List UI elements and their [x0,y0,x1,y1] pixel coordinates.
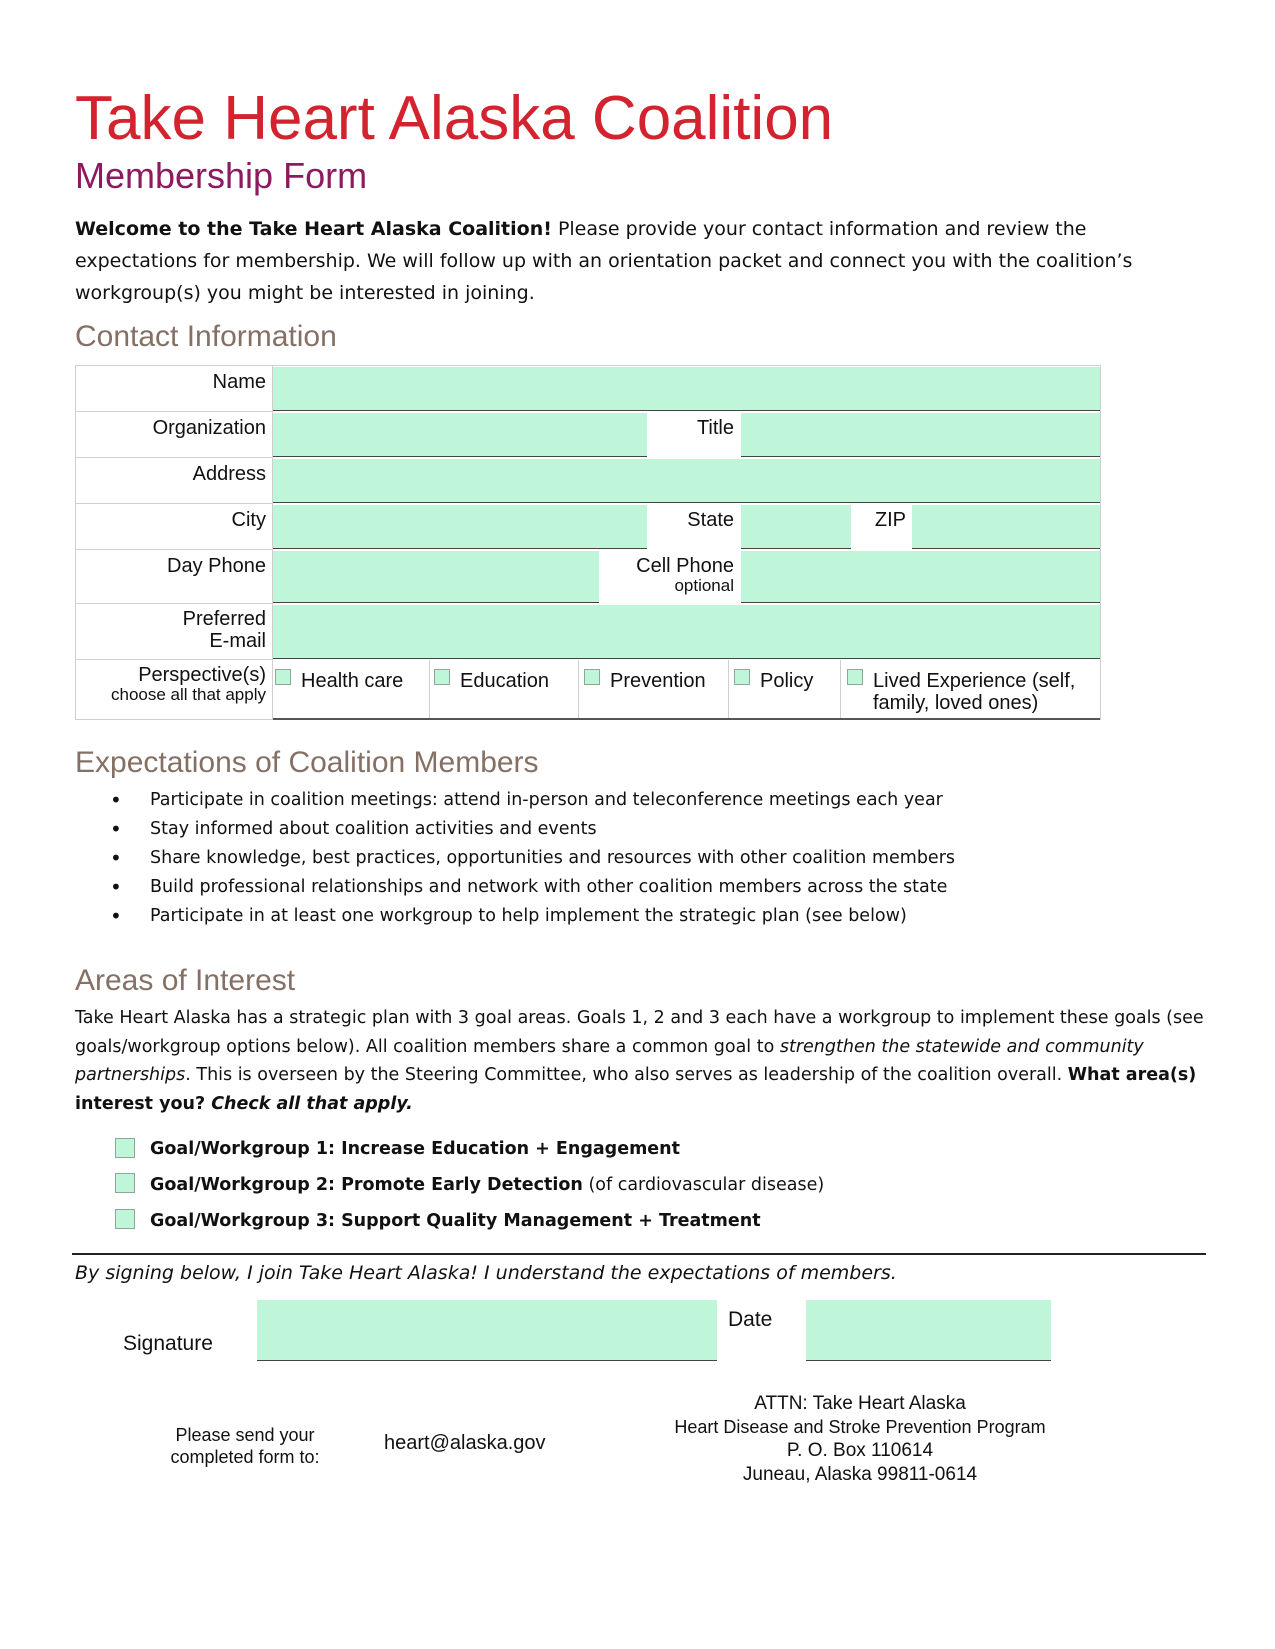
email-field[interactable] [273,605,1100,659]
areas-text-2: . This is overseen by the Steering Committee, who also serves as leadership of the coalition overall. [185,1065,1068,1085]
goal-2-checkbox[interactable] [115,1173,135,1193]
send-instruction-line1: Please send your [175,1425,315,1445]
state-field[interactable] [741,505,851,549]
cell-phone-field[interactable] [741,551,1100,603]
expectation-item: • Participate in at least one workgroup to help implement the strategic plan (see below) [110,902,1160,931]
name-label: Name [212,371,266,393]
address-label: Address [192,463,266,485]
intro-lead: Welcome to the Take Heart Alaska Coalition! [75,218,552,240]
perspective-note: choose all that apply [111,685,266,704]
mailing-attn: ATTN: Take Heart Alaska [754,1393,966,1414]
prevention-label: Prevention [610,670,706,692]
state-label: State [687,509,734,531]
prevention-checkbox[interactable] [584,669,600,685]
areas-heading: Areas of Interest [75,964,296,997]
lived-experience-label-line2: family, loved ones) [873,692,1039,714]
day-phone-field[interactable] [273,551,599,603]
areas-question: What area(s) interest you? [75,1065,1197,1114]
policy-label: Policy [760,670,814,692]
contact-heading: Contact Information [75,320,337,353]
email-label-line1: Preferred [182,608,266,630]
education-checkbox[interactable] [434,669,450,685]
zip-label: ZIP [874,509,906,531]
lived-experience-label: Lived Experience (self, [873,670,1076,692]
health-care-checkbox[interactable] [275,669,291,685]
cell-phone-label: Cell Phone [636,555,734,577]
areas-instruction: Check all that apply. [211,1093,413,1114]
signing-statement: By signing below, I join Take Heart Alaska! I understand the expectations of members. [75,1262,897,1284]
date-field[interactable] [806,1300,1051,1361]
city-label: City [231,509,266,531]
cell-phone-optional-note: optional [674,576,734,595]
city-field[interactable] [273,505,647,549]
goal-3-checkbox[interactable] [115,1209,135,1229]
areas-paragraph [75,1004,1215,1118]
areas-text-italic: strengthen the statewide and community partnerships [75,1036,1144,1085]
intro-paragraph [75,213,1205,309]
goal-1-title: Goal/Workgroup 1: Increase Education + Engagement [150,1139,680,1159]
form-title: Take Heart Alaska Coalition [75,84,834,153]
title-field[interactable] [741,413,1100,457]
mailing-program: Heart Disease and Stroke Prevention Program [674,1417,1046,1437]
organization-field[interactable] [273,413,647,457]
expectation-item: • Share knowledge, best practices, opportunities and resources with other coalition members [110,844,1160,873]
goal-2-label [150,1175,824,1195]
section-divider [72,1253,1206,1255]
date-label: Date [728,1308,773,1331]
name-field[interactable] [273,367,1100,411]
expectation-item: • Build professional relationships and network with other coalition members across the state [110,873,1160,902]
goal-1-checkbox[interactable] [115,1138,135,1158]
goal-3-label [150,1211,761,1231]
goal-3-title: Goal/Workgroup 3: Support Quality Management + Treatment [150,1211,761,1231]
health-care-label: Health care [301,670,404,692]
expectation-item: • Participate in coalition meetings: attend in-person and teleconference meetings each year [110,786,1160,815]
expectations-heading: Expectations of Coalition Members [75,746,539,779]
zip-field[interactable] [912,505,1100,549]
education-label: Education [460,670,549,692]
mailing-po-box: P. O. Box 110614 [786,1440,934,1461]
email-label-line2: E-mail [209,630,266,652]
goal-1-label [150,1139,680,1159]
intro-text: Please provide your contact information and review the expectations for membership. We will follow up with an orientation packet and connect you with the coalition’s workgroup(s) you might be interested in joining. [75,218,1133,304]
areas-text-1: Take Heart Alaska has a strategic plan with 3 goal areas. Goals 1, 2 and 3 each have a workgroup to implement these goals (see goals/workgroup options below). All coalition members share a common goal to [75,1008,1204,1057]
address-field[interactable] [273,459,1100,503]
policy-checkbox[interactable] [734,669,750,685]
send-instruction-line2: completed form to: [170,1447,320,1467]
signature-label: Signature [123,1332,213,1355]
signature-field[interactable] [257,1300,717,1361]
lived-experience-checkbox[interactable] [847,669,863,685]
goal-2-note: (of cardiovascular disease) [582,1175,825,1195]
goal-2-title: Goal/Workgroup 2: Promote Early Detection [150,1175,583,1195]
title-label: Title [696,417,734,439]
contact-email-link[interactable]: heart@alaska.gov [384,1432,546,1454]
perspective-label: Perspective(s) [138,664,266,686]
day-phone-label: Day Phone [167,555,266,577]
expectations-list [110,786,1160,931]
expectation-item: • Stay informed about coalition activities and events [110,815,1160,844]
organization-label: Organization [152,417,266,439]
mailing-city: Juneau, Alaska 99811-0614 [742,1464,978,1485]
form-subtitle: Membership Form [75,155,368,196]
